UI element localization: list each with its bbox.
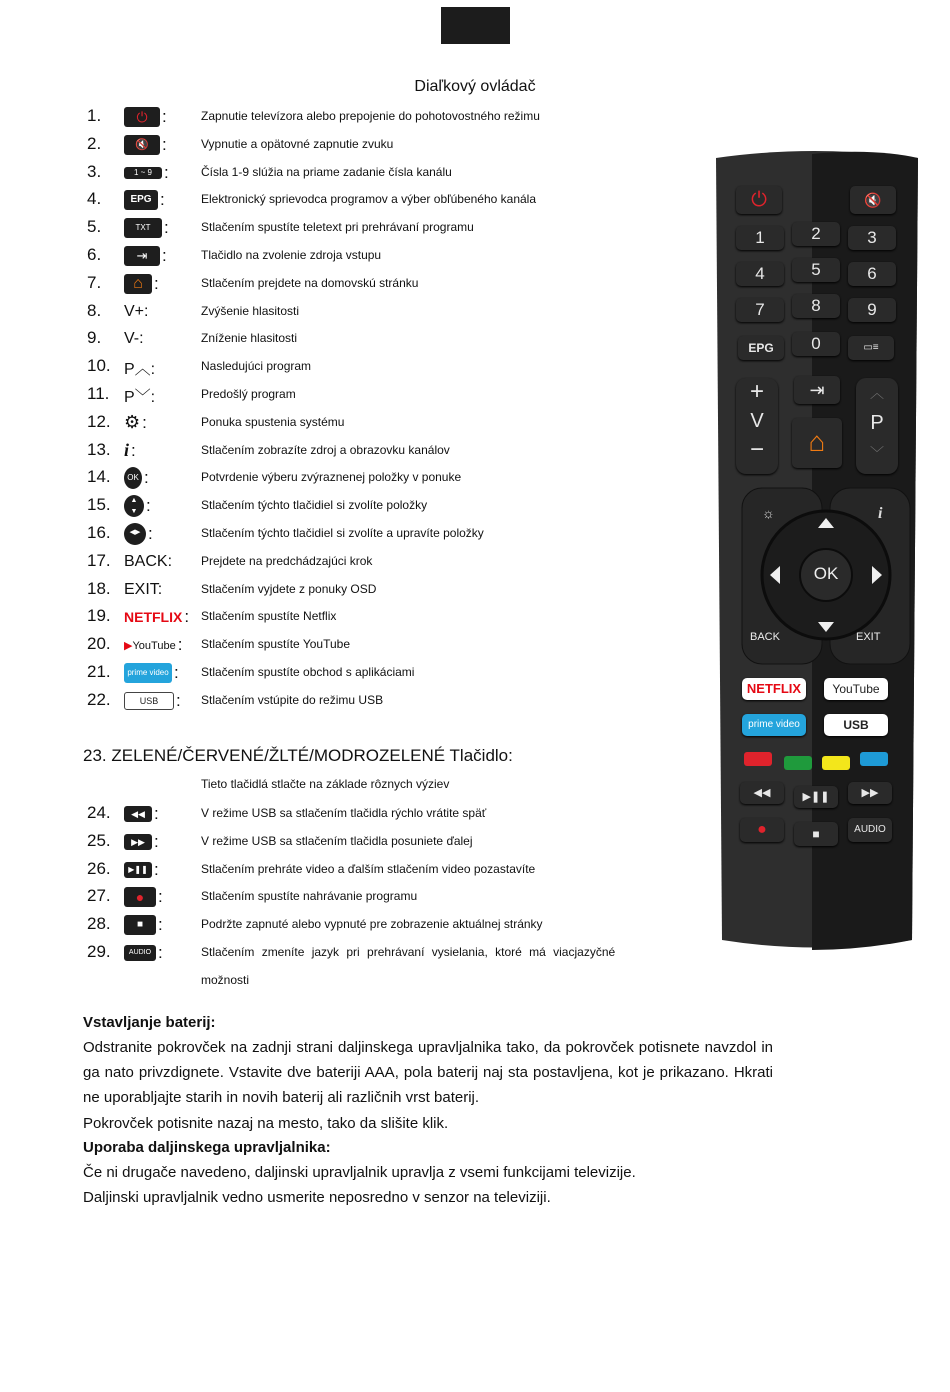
legend-description: Stlačením vyjdete z ponuky OSD	[201, 581, 377, 596]
digit-5-button[interactable]: 5	[792, 258, 840, 282]
legend-description: Potvrdenie výberu zvýraznenej položky v ponuke	[201, 470, 462, 485]
legend-number: 11.	[87, 384, 110, 403]
digit-2-button[interactable]: 2	[792, 222, 840, 246]
stop-icon: ■ :	[124, 913, 186, 937]
netflix-icon: NETFLIX :	[124, 607, 190, 627]
legend-number: 29.	[87, 942, 111, 961]
vol-plus-label: +	[749, 378, 764, 405]
digit-9-button[interactable]: 9	[848, 298, 896, 322]
rewind-icon: ◀◀ :	[124, 802, 186, 826]
legend-number: 26.	[87, 858, 111, 878]
legend-number: 2.	[87, 133, 102, 153]
battery-text-2: Pokrovček potisnite nazaj na mesto, tako da slišite klik.	[83, 1115, 449, 1132]
usage-text-2: Daljinski upravljalnik vedno usmerite neposredno v senzor na televiziji.	[83, 1189, 551, 1206]
prog-label: P	[870, 412, 884, 434]
legend-number: 14.	[87, 467, 111, 487]
blue-button[interactable]	[860, 752, 888, 766]
color-buttons-desc: Tieto tlačidlá stlačte na základe rôznych výziev	[201, 777, 450, 791]
power-icon: ⏻ :	[124, 105, 186, 129]
legend-description: Stlačením zmeníte jazyk pri prehrávaní vysielania, ktoré má viacjazyčné	[201, 945, 616, 959]
epg-button[interactable]: EPG	[738, 336, 784, 360]
youtube-icon: ▶YouTube :	[124, 635, 183, 655]
legend-description: Stlačením spustíte teletext pri prehrávaní programu	[201, 220, 474, 235]
play-pause-icon: ▶❚❚ :	[124, 858, 186, 882]
legend-description: Stlačením týchto tlačidiel si zvolíte položky	[201, 498, 428, 513]
prog-up-icon: ︿	[870, 385, 884, 401]
usage-heading: Uporaba daljinskega upravljalnika:	[83, 1139, 331, 1156]
legend-number: 4.	[87, 189, 102, 209]
up-down-icon: ▲ ▼ :	[124, 494, 186, 518]
settings-icon: ⚙ :	[124, 412, 147, 433]
legend-number: 8.	[87, 300, 102, 320]
ok-label[interactable]: OK	[813, 564, 839, 583]
legend-description: Podržte zapnuté alebo vypnuté pre zobrazenie aktuálnej stránky	[201, 917, 543, 932]
mute-icon: 🔇 :	[124, 133, 186, 157]
svg-text:☼: ☼	[762, 505, 775, 521]
digit-6-button[interactable]: 6	[848, 262, 896, 286]
legend-description: Stlačením spustíte Netflix	[201, 609, 337, 624]
audio-button[interactable]: AUDIO	[848, 818, 892, 842]
usage-text-1: Če ni drugače navedeno, daljinski upravljalnik upravlja z vsemi funkcijami televizije.	[83, 1164, 636, 1181]
legend-number: 17.	[87, 550, 111, 570]
teletext-icon: TXT :	[124, 216, 186, 240]
fast-forward-button[interactable]: ▶▶	[848, 782, 892, 804]
legend-number: 9.	[87, 328, 102, 348]
ok-icon: OK :	[124, 466, 186, 490]
power-button[interactable]: ⏻	[736, 186, 782, 214]
legend-number: 27.	[87, 886, 111, 906]
mute-button[interactable]: 🔇	[850, 186, 896, 214]
legend-number: 1.	[87, 106, 102, 125]
legend-description: Stlačením spustíte YouTube	[201, 637, 350, 652]
legend-description: Vypnutie a opätovné zapnutie zvuku	[201, 136, 394, 151]
legend-description: Zapnutie televízora alebo prepojenie do pohotovostného režimu	[201, 109, 540, 123]
legend-key-label: V-:	[124, 330, 144, 348]
legend-description: Čísla 1-9 slúžia na priame zadanie čísla kanálu	[201, 164, 452, 179]
source-icon: ⇥ :	[124, 244, 186, 268]
home-icon: ⌂ :	[124, 272, 186, 296]
record-button[interactable]: ●	[740, 818, 784, 842]
legend-number: 22.	[87, 689, 111, 709]
epg-icon: EPG :	[124, 188, 186, 212]
legend-key-label: V+:	[124, 302, 149, 320]
legend-key-label: P︿:	[124, 360, 156, 378]
info-icon: i :	[124, 440, 136, 461]
legend-number: 12.	[87, 411, 111, 431]
legend-description: Ponuka spustenia systému	[201, 414, 345, 429]
legend-number: 24.	[87, 803, 111, 822]
legend-number: 25.	[87, 830, 111, 850]
back-label[interactable]: BACK	[750, 631, 780, 643]
legend-number: 16.	[87, 523, 111, 542]
legend-key-label: P﹀:	[124, 388, 156, 406]
teletext-button[interactable]: ▭≡	[848, 336, 894, 360]
color-buttons-heading: 23. ZELENÉ/ČERVENÉ/ŽLTÉ/MODROZELENÉ Tlačidlo:	[83, 746, 513, 765]
record-icon: ● :	[124, 885, 186, 909]
prime-video-icon: prime video :	[124, 661, 186, 685]
home-button[interactable]: ⌂	[792, 418, 842, 468]
audio-icon: AUDIO :	[124, 941, 186, 965]
rewind-button[interactable]: ◀◀	[740, 782, 784, 804]
battery-text: Odstranite pokrovček na zadnji strani daljinskega upravljalnika tako, da pokrovček potisnete navzdol in ga nato privzdignete. Vstavite dve bateriji AAA, pola baterij naj sta postavljena, kot je prikazano. Hkrati ne uporabljajte starih in novih baterij ali različnih vrst baterij.	[83, 1039, 773, 1106]
green-button[interactable]	[784, 756, 812, 770]
legend-number: 5.	[87, 217, 102, 237]
vol-minus-label: −	[749, 436, 764, 463]
legend-description: Zníženie hlasitosti	[201, 331, 298, 346]
legend-description: Stlačením spustíte obchod s aplikáciami	[201, 665, 415, 679]
legend-number: 3.	[87, 161, 102, 181]
legend-number: 20.	[87, 634, 111, 654]
digit-0-button[interactable]: 0	[792, 332, 840, 356]
legend-number: 21.	[87, 662, 111, 681]
left-right-icon: ◀▶ :	[124, 522, 186, 546]
yellow-button[interactable]	[822, 756, 850, 770]
legend-number: 6.	[87, 245, 102, 264]
legend-description: Stlačením prejdete na domovskú stránku	[201, 275, 419, 290]
header-black-box	[441, 7, 510, 44]
digit-3-button[interactable]: 3	[848, 226, 896, 250]
legend-description: V režime USB sa stlačením tlačidla rýchlo vrátite späť	[201, 806, 487, 820]
legend-number: 7.	[87, 272, 102, 292]
number-keys-icon: 1 ~ 9 :	[124, 161, 186, 185]
svg-text:i: i	[878, 505, 883, 522]
digit-4-button[interactable]: 4	[736, 262, 784, 286]
legend-description: Stlačením zobrazíte zdroj a obrazovku kanálov	[201, 442, 450, 457]
source-button[interactable]: ⇥	[794, 376, 840, 404]
legend-number: 10.	[87, 356, 111, 376]
legend-description: V režime USB sa stlačením tlačidla posuniete ďalej	[201, 833, 473, 848]
usb-button[interactable]: USB	[824, 714, 888, 736]
stop-button[interactable]: ■	[794, 822, 838, 846]
youtube-button[interactable]: YouTube	[824, 678, 888, 700]
program-rocker[interactable]	[856, 378, 898, 474]
legend-description-cont: možnosti	[201, 973, 250, 987]
netflix-button[interactable]: NETFLIX	[742, 678, 806, 700]
digit-1-button[interactable]: 1	[736, 226, 784, 250]
remote-control-illustration	[712, 150, 920, 950]
volume-rocker[interactable]	[736, 378, 778, 474]
legend-number: 15.	[87, 495, 111, 515]
legend-description: Elektronický sprievodca programov a výber obľúbeného kanála	[201, 192, 537, 207]
legend-key-label: BACK:	[124, 552, 173, 570]
legend-description: Zvýšenie hlasitosti	[201, 303, 300, 318]
prog-down-icon: ﹀	[870, 445, 884, 461]
usb-icon: USB :	[124, 689, 186, 713]
play-pause-button[interactable]: ▶❚❚	[794, 786, 838, 808]
vol-label: V	[750, 410, 764, 432]
legend-description: Stlačením týchto tlačidiel si zvolíte a upravíte položky	[201, 526, 484, 540]
legend-number: 18.	[87, 578, 111, 598]
red-button[interactable]	[744, 752, 772, 766]
legend-description: Prejdete na predchádzajúci krok	[201, 553, 373, 568]
fast-forward-icon: ▶▶ :	[124, 830, 186, 854]
legend-description: Stlačením prehráte video a ďalším stlačením video pozastavíte	[201, 861, 536, 876]
exit-label[interactable]: EXIT	[856, 631, 881, 643]
legend-number: 13.	[87, 439, 111, 459]
legend-description: Nasledujúci program	[201, 359, 312, 374]
digit-8-button[interactable]: 8	[792, 294, 840, 318]
battery-heading: Vstavljanje baterij:	[83, 1014, 216, 1031]
legend-description: Stlačením vstúpite do režimu USB	[201, 692, 384, 707]
legend-description: Predošlý program	[201, 387, 296, 401]
legend-description: Tlačidlo na zvolenie zdroja vstupu	[201, 248, 382, 262]
page-title: Diaľkový ovládač	[414, 78, 536, 95]
legend-key-label: EXIT:	[124, 580, 163, 598]
prime-video-button[interactable]: prime video	[742, 714, 806, 736]
digit-7-button[interactable]: 7	[736, 298, 784, 322]
legend-description: Stlačením spustíte nahrávanie programu	[201, 889, 418, 904]
legend-number: 19.	[87, 606, 111, 626]
legend-number: 28.	[87, 914, 111, 934]
